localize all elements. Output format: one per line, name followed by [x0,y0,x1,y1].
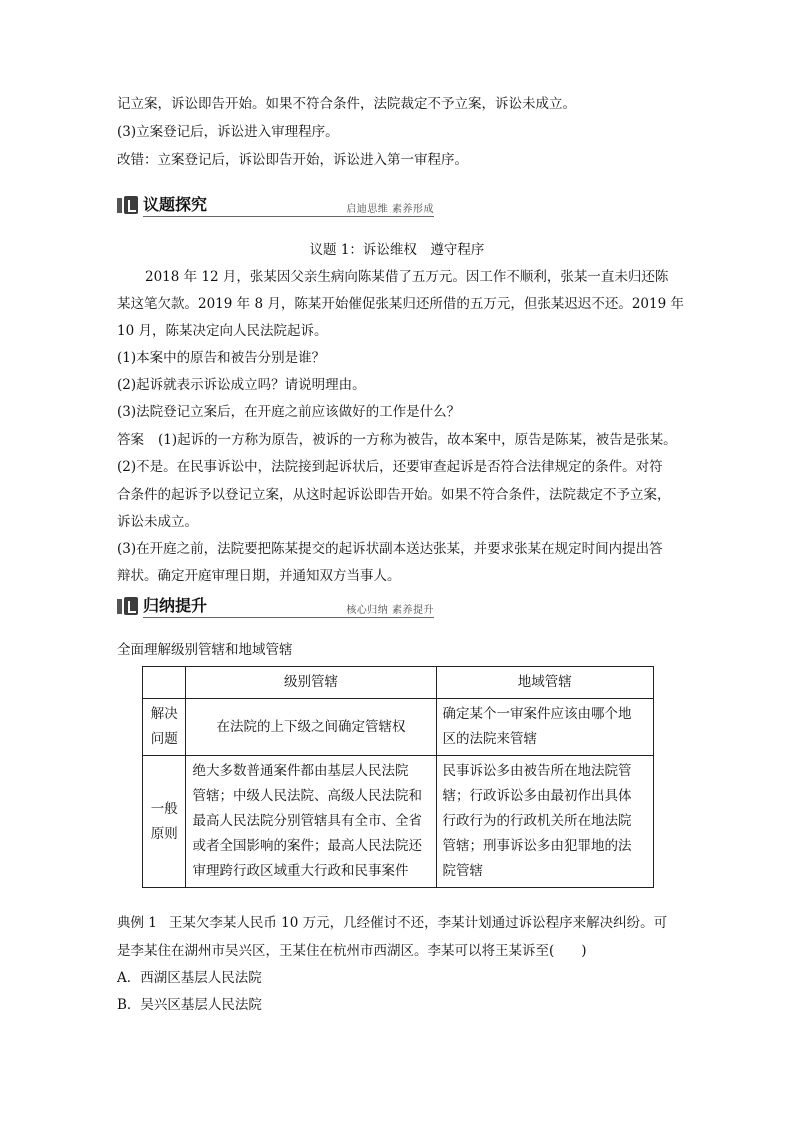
cell-line: 审理跨行政区域重大行政和民事案件 [192,863,409,879]
cell-line: 辖；行政诉讼多由最初作出具体 [442,788,632,804]
row-head-line: 原则 [150,825,178,842]
answer-2-line: 合条件的起诉予以登记立案，从这时起诉讼即告开始。如果不符合条件，法院裁定不予立案， [117,487,671,503]
correction-line: 改错：立案登记后，诉讼即告开始，诉讼进入第一审程序。 [117,152,468,168]
table-cell: 在法院的上下级之间确定管辖权 [186,699,436,756]
section-header-discussion [117,195,434,217]
header-rule [143,216,434,217]
section-subtitle: 启迪思维 素养形成 [346,204,434,215]
question-2: (2)起诉就表示诉讼成立吗？请说明理由。 [117,377,366,393]
cell-line: 院管辖 [442,863,484,879]
cell-line: 最高人民法院分别管辖具有全市、全省 [192,813,422,829]
option-b: B．吴兴区基层人民法院 [117,997,262,1013]
table-row [143,699,654,756]
answer-1 [117,430,677,450]
answer-3-line: 辩状。确定开庭审理日期，并通知双方当事人。 [117,568,401,584]
example-line [117,913,667,933]
cell-line: 或者全国影响的案件；最高人民法院还 [192,838,422,854]
bookmark-icon [124,196,138,214]
table-row [143,756,654,888]
answer-label: 答案 [117,432,144,448]
section-title: 议题探究 [143,195,208,214]
cell-line: 管辖；中级人民法院、高级人民法院和 [192,788,422,804]
paragraph-line: 某这笔欠款。2019 年 8 月，陈某开始催促张某归还所借的五万元，但张某迟迟不还。2019 年 [117,296,684,312]
example-line: 是李某住在湖州市吴兴区，王某住在杭州市西湖区。李某可以将王某诉至( ) [117,943,587,959]
paragraph-line: 2018 年 12 月，张某因父亲生病向陈某借了五万元。因工作不顺利，张某一直未归还陈 [145,269,669,285]
question-3: (3)法院登记立案后，在开庭之前应该做好的工作是什么？ [117,404,461,420]
answer-text: (1)起诉的一方称为原告，被诉的一方称为被告，故本案中，原告是陈某，被告是张某。 [158,432,677,448]
row-head-cell [143,699,186,756]
answer-2-line: (2)不是。在民事诉讼中，法院接到起诉状后，还要审查起诉是否符合法律规定的条件。对符 [117,459,663,475]
topic-heading: 议题 1：诉讼维权 遵守程序 [309,242,485,258]
example-text: 王某欠李某人民币 10 万元，几经催讨不还，李某计划通过诉讼程序来解决纠纷。可 [168,915,668,931]
paragraph-line: 10 月，陈某决定向人民法院起诉。 [117,323,328,339]
table-header-row [143,667,654,699]
text-line: 记立案，诉讼即告开始。如果不符合条件，法院裁定不予立案，诉讼未成立。 [117,96,576,112]
answer-2-line: 诉讼未成立。 [117,514,198,530]
cell-line: 区的法院来管辖 [442,731,538,747]
jurisdiction-table [142,666,654,888]
row-head-cell [143,756,186,888]
answer-3-line: (3)在开庭之前，法院要把陈某提交的起诉状副本送达张某，并要求张某在规定时间内提出答 [117,541,663,557]
header-bar [117,198,122,213]
cell-line: 行政行为的行政机关所在地法院 [442,813,632,829]
table-corner-cell [143,667,186,699]
option-a: A．西湖区基层人民法院 [117,970,262,986]
header-rule [143,617,434,618]
row-head-line: 解决 [150,706,178,722]
row-head-line: 一般 [150,800,178,817]
table-cell [436,699,653,756]
table-caption: 全面理解级别管辖和地域管辖 [117,642,293,658]
table-header-cell: 地域管辖 [436,667,653,699]
bookmark-icon [124,597,138,615]
section-title: 归纳提升 [143,596,208,615]
table-cell [436,756,653,888]
cell-line: 绝大多数普通案件都由基层人民法院 [192,763,409,779]
cell-line: 民事诉讼多由被告所在地法院管 [442,763,632,779]
text-line: (3)立案登记后，诉讼进入审理程序。 [117,124,339,140]
section-header-summary [117,596,434,618]
example-label: 典例 1 [117,915,157,931]
table-cell [186,756,436,888]
cell-line: 确定某个一审案件应该由哪个地 [442,706,632,722]
row-head-line: 问题 [150,731,178,747]
section-subtitle: 核心归纳 素养提升 [346,605,434,616]
cell-line: 管辖；刑事诉讼多由犯罪地的法 [442,838,632,854]
table-header-cell: 级别管辖 [186,667,436,699]
question-1: (1)本案中的原告和被告分别是谁？ [117,350,326,366]
header-bar [117,599,122,614]
